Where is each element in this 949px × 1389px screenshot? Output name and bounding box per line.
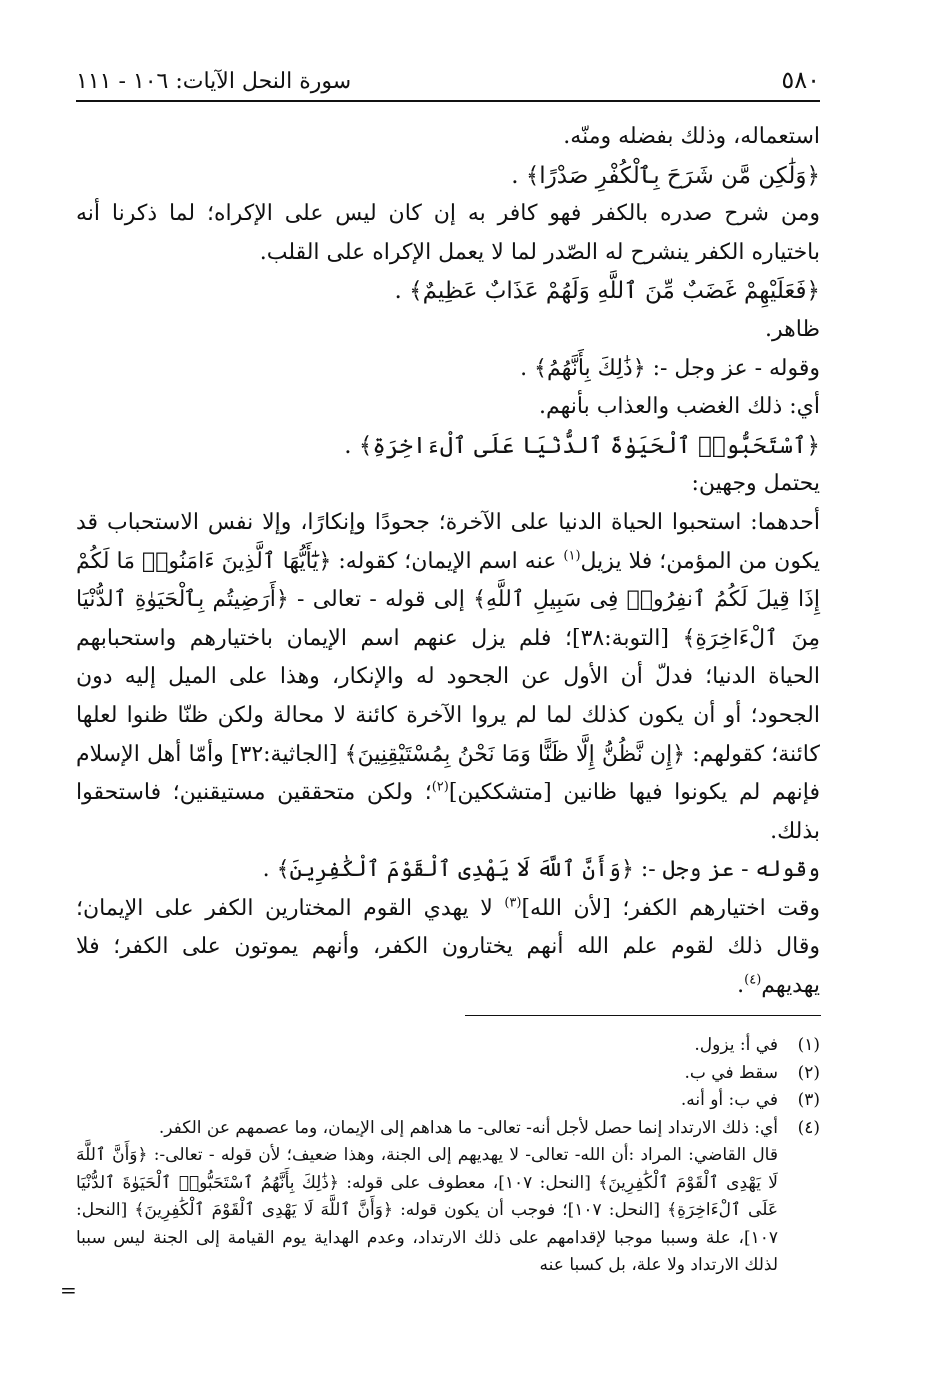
text-line: وقوله - عز وجل -: ﴿وَأَنَّ ٱللَّهَ لَا يَهْدِى ٱلْقَوْمَ ٱلْكَٰفِرِينَ﴾ . bbox=[262, 857, 820, 883]
footnote-mark: (٤) bbox=[744, 972, 762, 988]
paragraph-part: عنه اسم الإيمان؛ كقوله: ﴿يَٰٓأَيُّهَا ٱلَّذِينَ ءَامَنُوا۟ مَا لَكُمْ إِذَا قِيلَ لَكُمُ ٱنفِرُوا۟ فِى سَبِيلِ ٱللَّهِ﴾ إلى قوله - تعالى - ﴿أَرَضِيتُم بِٱلْحَيَوٰةِ ٱلدُّنْيَا مِنَ ٱلْءَاخِرَةِ﴾ [التوبة:٣٨]؛ فلم يزل عنهم اسم الإيمان باختيارهم واستحبابهم الحياة الدنيا؛ فدلّ أن الأول عن الجحود له والإنكار، وهذا على الميل إليه دون الجحود؛ أو أن يكون كذلك لما لم يروا الآخرة كائنة لا محالة ولكن ظنّا ظنوا لعلها كائنة؛ كقولهم: ﴿إِن نَّظُنُّ إِلَّا ظَنًّا وَمَا نَحْنُ بِمُسْتَيْقِنِينَ﴾ [الجاثية:٣٢] وأمّا أهل الإسلام فإنهم لم يكونوا فيها ظانين [متشككين] bbox=[76, 548, 821, 806]
main-text bbox=[76, 118, 820, 1006]
text-line: وقوله - عز وجل -: ﴿ذَٰلِكَ بِأَنَّهُمُ﴾ . bbox=[520, 355, 820, 381]
text-line: ظاهر. bbox=[765, 316, 820, 342]
text-line: أي: ذلك الغضب والعذاب بأنهم. bbox=[538, 394, 820, 420]
paragraph-part: أحدهما: استحبوا الحياة الدنيا على الآخرة؛ جحودًا وإنكارًا، وإلا نفس الاستحباب قد يكون من المؤمن؛ فلا يزيل bbox=[76, 509, 820, 574]
footnote-text: أي: ذلك الارتداد إنما حصل لأجل أنه- تعالى- ما هداهم إلى الإيمان، وما عصمهم عن الكفر. bbox=[158, 1117, 778, 1138]
footnote-mark: (١) bbox=[563, 548, 581, 564]
footnote-item bbox=[76, 1060, 820, 1088]
continuation-mark: = bbox=[60, 1278, 77, 1302]
paragraph: وقت اختيارهم الكفر؛ [لأن الله]$^{(٣)}$ لا يهدي القوم المختارين الكفر على الإيمان؛ وقال ذلك لقوم علم الله أنهم يختارون الكفر، وأنهم يموتون على الكفر؛ فلا يهديهم$^{(٤)}$. bbox=[76, 895, 820, 999]
paragraph bbox=[76, 504, 820, 851]
paragraph: ومن شرح صدره بالكفر فهو كافر به إن كان ليس على الإكراه؛ لما ذكرنا أنه باختياره الكفر ينشرح له الصّدر لما لا يعمل الإكراه على القلب. bbox=[76, 201, 820, 265]
paragraph-part: ؛ ولكن متحققين مستيقنين؛ فاستحقوا بذلك. bbox=[76, 780, 820, 844]
quran-verse: ﴿وَلَٰكِن مَّن شَرَحَ بِٱلْكُفْرِ صَدْرًا﴾ . bbox=[511, 162, 820, 189]
footnotes bbox=[76, 1032, 820, 1280]
page-header bbox=[76, 62, 820, 102]
footnote-number: (٤) bbox=[797, 1117, 820, 1138]
footnote-item bbox=[76, 1115, 820, 1143]
footnote-text: في أ: يزول. bbox=[694, 1035, 778, 1055]
text-line: استعماله، وذلك بفضله ومنّه. bbox=[563, 124, 820, 149]
quran-verse: ﴿ٱسْتَحَبُّوا۟ ٱلْحَيَوٰةَ ٱلدُّنْيَا عَلَى ٱلْءَاخِرَةِ﴾ . bbox=[344, 432, 820, 459]
footnote-mark: (٣) bbox=[504, 895, 522, 911]
footnote-continuation: قال القاضي: المراد :أن الله- تعالى- لا يهديهم إلى الجنة، وهذا ضعيف؛ لأن قوله - تعالى-: ﴿وَأَنَّ ٱللَّهَ لَا يَهْدِى ٱلْقَوْمَ ٱلْكَٰفِرِينَ﴾ [النحل: ١٠٧]، معطوف على قوله: ﴿ذَٰلِكَ بِأَنَّهُمُ ٱسْتَحَبُّوا۟ ٱلْحَيَوٰةَ ٱلدُّنْيَا عَلَى ٱلْءَاخِرَةِ﴾ [النحل: ١٠٧]؛ فوجب أن يكون قوله: ﴿وَأَنَّ ٱللَّهَ لَا يَهْدِى ٱلْقَوْمَ ٱلْكَٰفِرِينَ﴾ [النحل: ١٠٧]، علة وسببا موجبا لإقدامهم على ذلك الارتداد، وعدم الهداية يوم القيامة إلى الجنة ليس سببا لذلك الارتداد ولا علة، بل كسبا عنه bbox=[76, 1145, 779, 1275]
footnote-text: في ب: أو أنه. bbox=[680, 1090, 778, 1110]
footnote-number: (١) bbox=[797, 1035, 820, 1055]
footnote-item bbox=[76, 1032, 820, 1060]
footnote-separator bbox=[465, 1015, 821, 1016]
paragraph-part: لا يهدي القوم المختارين الكفر على الإيمان؛ وقال ذلك لقوم علم الله أنهم يختارون الكفر، وأنهم يموتون على الكفر؛ فلا يهديهم bbox=[76, 895, 820, 999]
footnote-item bbox=[76, 1087, 820, 1115]
footnote-number: (٢) bbox=[797, 1062, 820, 1083]
footnote-mark: (٢) bbox=[431, 779, 449, 795]
footnote-number: (٣) bbox=[797, 1090, 820, 1110]
footnote-text: سقط في ب. bbox=[684, 1062, 778, 1083]
text-line: يحتمل وجهين: bbox=[691, 471, 820, 497]
paragraph-part: وقت اختيارهم الكفر؛ [لأن الله] bbox=[521, 895, 820, 921]
page-number: ٥٨٠ bbox=[781, 66, 820, 94]
quran-verse: ﴿فَعَلَيْهِمْ غَضَبٌ مِّنَ ٱللَّهِ وَلَهُمْ عَذَابٌ عَظِيمٌ﴾ . bbox=[394, 278, 820, 305]
header-title: سورة النحل الآيات: ١٠٦ - ١١١ bbox=[76, 69, 352, 94]
